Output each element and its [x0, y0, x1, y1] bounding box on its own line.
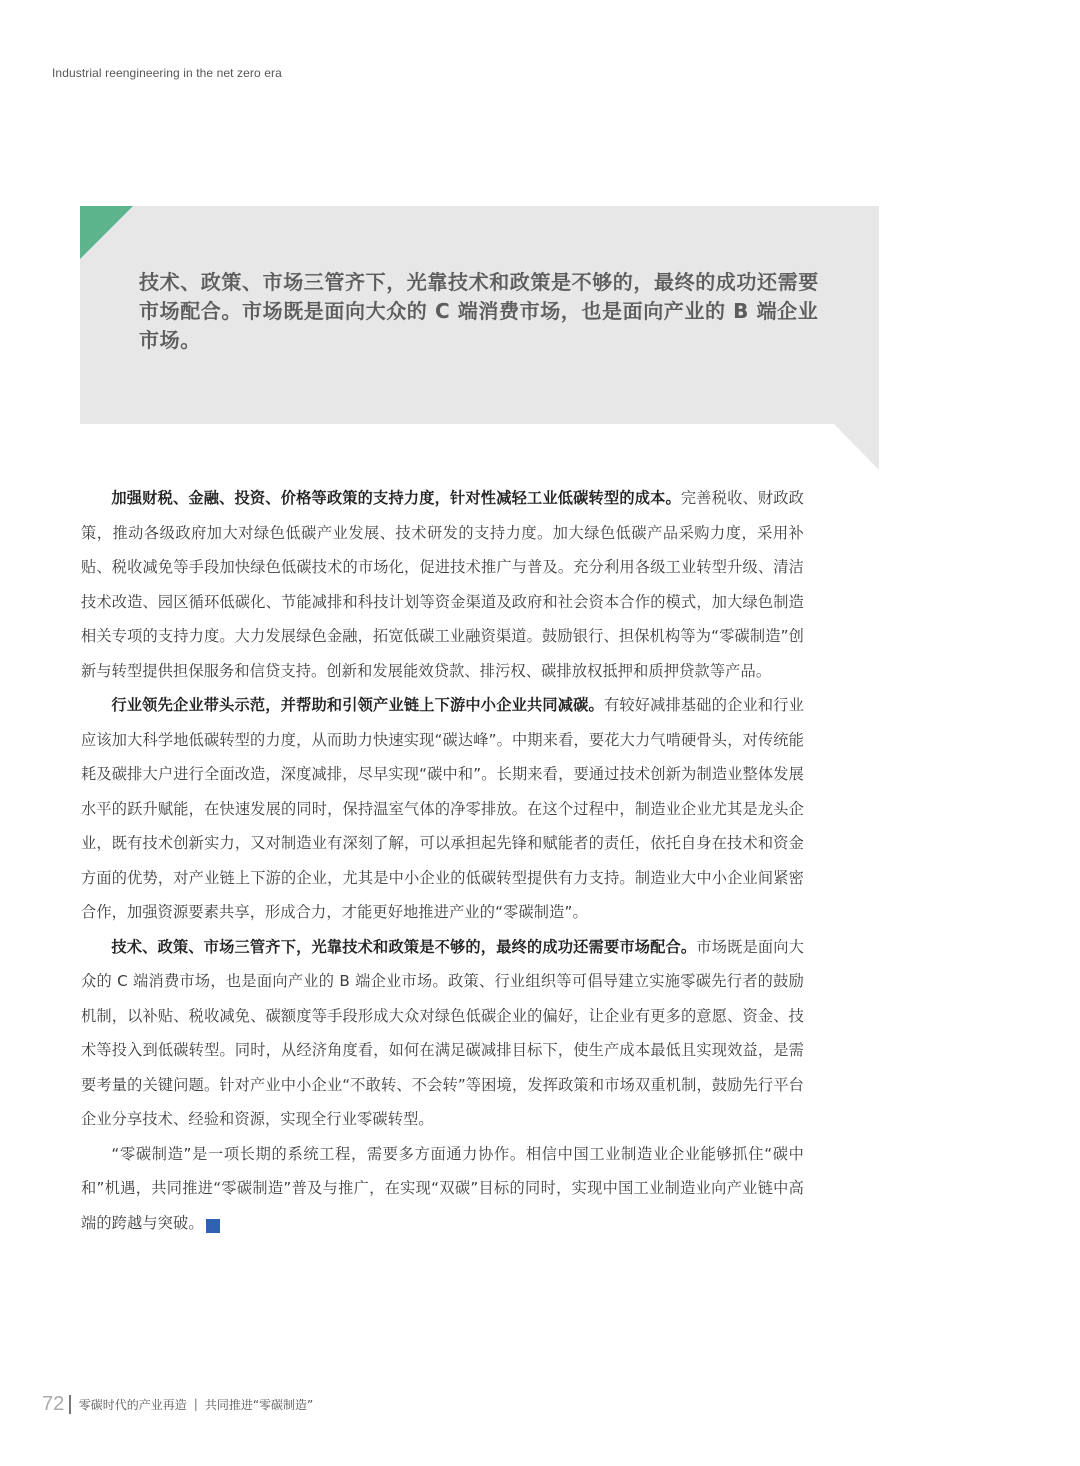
pull-quote-text: 技术、政策、市场三管齐下，光靠技术和政策是不够的，最终的成功还需要市场配合。市场既是面向大众的 C 端消费市场，也是面向产业的 B 端企业市场。 [139, 270, 819, 352]
paragraph-2 [81, 688, 804, 930]
paragraph-1 [81, 481, 804, 688]
paragraph-lead: 加强财税、金融、投资、价格等政策的支持力度，针对性减轻工业低碳转型的成本。 [111, 489, 681, 507]
paragraph-lead: 技术、政策、市场三管齐下，光靠技术和政策是不够的，最终的成功还需要市场配合。 [111, 937, 697, 956]
pull-quote-corner-accent [80, 206, 133, 259]
page-number: 72 [42, 1392, 65, 1415]
pull-quote-tail [834, 424, 879, 470]
footer-divider [69, 1395, 71, 1414]
article-body [81, 481, 804, 1240]
end-of-article-icon: ⚡ [206, 1219, 220, 1233]
paragraph-text: “零碳制造”是一项长期的系统工程，需要多方面通力协作。相信中国工业制造业企业能够抓住“碳中和”机遇，共同推进“零碳制造”普及与推广，在实现“双碳”目标的同时，实现中国工业制造业向产业链中高端的跨越与突破。 [81, 1144, 804, 1232]
page-footer [42, 1393, 313, 1415]
section-title: 共同推进“零碳制造” [204, 1397, 314, 1412]
paragraph-lead: 行业领先企业带头示范，并帮助和引领产业链上下游中小企业共同减碳。 [111, 696, 604, 714]
running-header: Industrial reengineering in the net zero era [52, 66, 282, 80]
footer-separator: | [193, 1397, 198, 1411]
paragraph-text: 完善税收、财政政策，推动各级政府加大对绿色低碳产业发展、技术研发的支持力度。加大绿色低碳产品采购力度，采用补贴、税收减免等手段加快绿色低碳技术的市场化，促进技术推广与普及。充分利用各级工业转型升级、清洁技术改造、园区循环低碳化、节能减排和科技计划等资金渠道及政府和社会资本合作的模式，加大绿色制造相关专项的支持力度。大力发展绿色金融，拓宽低碳工业融资渠道。鼓励银行、担保机构等为“零碳制造”创新与转型提供担保服务和信贷支持。创新和发展能效贷款、排污权、碳排放权抵押和质押贷款等产品。 [81, 489, 804, 680]
paragraph-text: 市场既是面向大众的 C 端消费市场，也是面向产业的 B 端企业市场。政策、行业组织等可倡导建立实施零碳先行者的鼓励机制，以补贴、税收减免、碳额度等手段形成大众对绿色低碳企业的偏好，让企业有更多的意愿、资金、技术等投入到低碳转型。同时，从经济角度看，如何在满足碳减排目标下，使生产成本最低且实现效益，是需要考量的关键问题。针对产业中小企业“不敢转、不会转”等困境，发挥政策和市场双重机制，鼓励先行平台企业分享技术、经验和资源，实现全行业零碳转型。 [81, 937, 804, 1128]
paragraph-4 [81, 1137, 804, 1241]
paragraph-text: 有较好减排基础的企业和行业应该加大科学地低碳转型的力度，从而助力快速实现“碳达峰”。中期来看，要花大力气啃硬骨头，对传统能耗及碳排大户进行全面改造，深度减排，尽早实现“碳中和”。长期来看，要通过技术创新为制造业整体发展水平的跃升赋能，在快速发展的同时，保持温室气体的净零排放。在这个过程中，制造业企业尤其是龙头企业，既有技术创新实力，又对制造业有深刻了解，可以承担起先锋和赋能者的责任，依托自身在技术和资金方面的优势，对产业链上下游的企业，尤其是中小企业的低碳转型提供有力支持。制造业大中小企业间紧密合作，加强资源要素共享，形成合力，才能更好地推进产业的“零碳制造”。 [81, 696, 804, 921]
paragraph-3 [81, 930, 804, 1137]
publication-title: 零碳时代的产业再造 [78, 1397, 187, 1412]
